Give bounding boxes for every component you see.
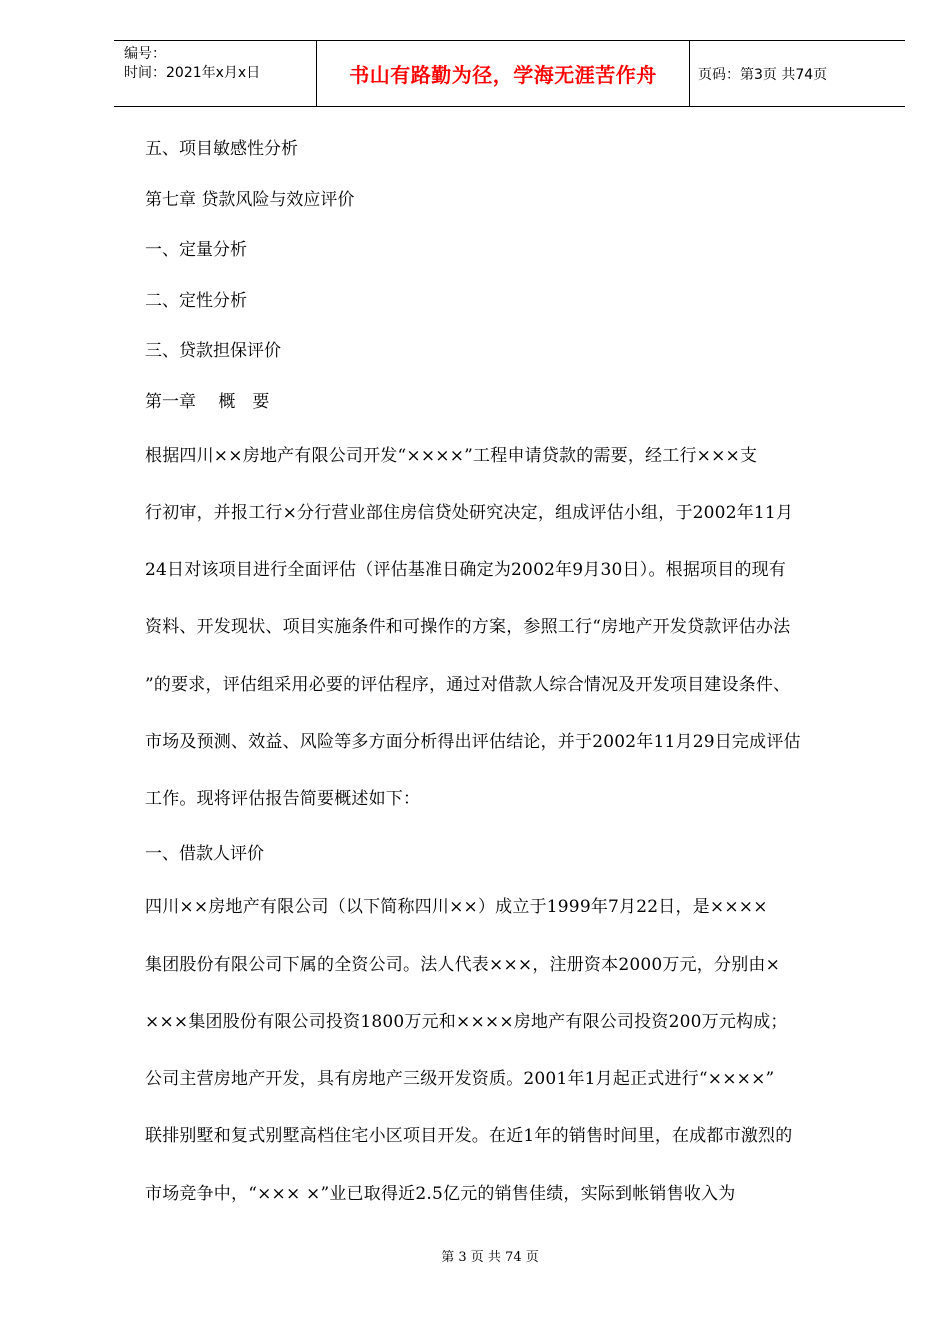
header-page-info: 页码：第3页 共74页 — [698, 66, 828, 83]
header-divider — [689, 41, 690, 106]
toc-item: 一、定量分析 — [145, 240, 247, 261]
toc-item: 二、定性分析 — [145, 290, 247, 311]
toc-item: 第七章 贷款风险与效应评价 — [145, 189, 355, 210]
document-body — [145, 124, 880, 1223]
header-meta — [114, 41, 316, 106]
page-footer: 第 3 页 共 74 页 — [441, 1250, 539, 1265]
paragraph-line: 24日对该项目进行全面评估（评估基准日确定为2002年9月30日）。根据项目的现有 — [145, 560, 787, 581]
borrower-paragraph — [145, 879, 880, 1223]
paragraph-line: 集团股份有限公司下属的全资公司。法人代表×××，注册资本2000万元，分别由× — [145, 954, 781, 975]
paragraph-line: 联排别墅和复式别墅高档住宅小区项目开发。在近1年的销售时间里，在成都市激烈的 — [145, 1126, 793, 1147]
overview-paragraph — [145, 428, 880, 829]
toc-item: 三、贷款担保评价 — [145, 341, 281, 362]
toc-item: 五、项目敏感性分析 — [145, 139, 298, 159]
paragraph-line: 公司主营房地产开发，具有房地产三级开发资质。2001年1月起正式进行“××××” — [145, 1069, 775, 1090]
paragraph-line: 资料、开发现状、项目实施条件和可操作的方案，参照工行“房地产开发贷款评估办法 — [145, 617, 791, 638]
paragraph-line: ”的要求，评估组采用必要的评估程序，通过对借款人综合情况及开发项目建设条件、 — [145, 674, 791, 695]
section-heading: 一、借款人评价 — [145, 843, 264, 864]
document-number-label: 编号： — [124, 46, 166, 62]
chapter-heading: 第一章 概 要 — [145, 391, 270, 412]
paragraph-line: 市场及预测、效益、风险等多方面分析得出评估结论，并于2002年11月29日完成评估 — [145, 732, 801, 753]
paragraph-line: ×××集团股份有限公司投资1800万元和××××房地产有限公司投资200万元构成； — [145, 1011, 788, 1032]
paragraph-line: 市场竞争中，“××× ×”业已取得近2.5亿元的销售佳绩，实际到帐销售收入为 — [145, 1183, 736, 1204]
paragraph-line: 工作。现将评估报告简要概述如下： — [145, 789, 421, 810]
page-header — [114, 40, 905, 107]
document-time-label: 时间：2021年x月x日 — [124, 65, 261, 81]
paragraph-line: 四川××房地产有限公司（以下简称四川××）成立于1999年7月22日，是×××× — [145, 897, 768, 918]
paragraph-line: 行初审，并报工行×分行营业部住房信贷处研究决定，组成评估小组，于2002年11月 — [145, 502, 794, 523]
header-motto: 书山有路勤为径，学海无涯苦作舟 — [349, 63, 657, 87]
paragraph-line: 根据四川××房地产有限公司开发“××××”工程申请贷款的需要，经工行×××支 — [145, 445, 758, 466]
